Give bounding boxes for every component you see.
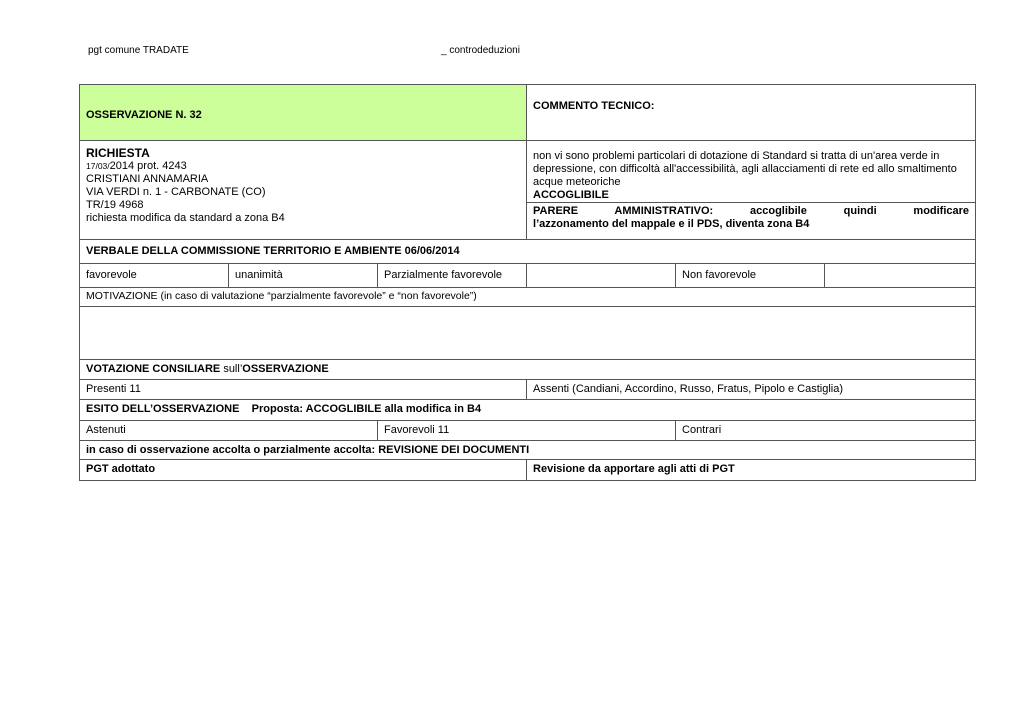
- commission-unanimita: unanimità: [229, 264, 378, 288]
- request-name: CRISTIANI ANNAMARIA: [86, 173, 209, 185]
- commission-favorevole: favorevole: [80, 264, 229, 288]
- comment-cell: [527, 141, 976, 203]
- comment-outcome: ACCOGLIBILE: [533, 189, 609, 201]
- parere-line2: l’azzonamento del mappale e il PDS, diventa zona B4: [533, 218, 810, 230]
- request-cell: [80, 141, 527, 240]
- request-code: TR/19 4968: [86, 199, 144, 211]
- request-prot: 2014 prot. 4243: [109, 160, 187, 172]
- outcome-revisione: in caso di osservazione accolta o parzialmente accolta: REVISIONE DEI DOCUMENTI: [80, 441, 976, 460]
- outcome-favorevoli: Favorevoli 11: [378, 421, 676, 441]
- council-assenti: Assenti (Candiani, Accordino, Russo, Fratus, Pipolo e Castiglia): [527, 380, 976, 400]
- request-address: VIA VERDI n. 1 - CARBONATE (CO): [86, 186, 266, 198]
- observation-form: [79, 84, 976, 481]
- parere-line1: PARERE AMMINISTRATIVO: accoglibile quindi modificare: [533, 205, 970, 217]
- council-title-part1: VOTAZIONE CONSILIARE: [86, 363, 224, 375]
- outcome-contrari: Contrari: [676, 421, 976, 441]
- outcome-revisione-atti: Revisione da apportare agli atti di PGT: [527, 460, 976, 481]
- observation-title: OSSERVAZIONE N. 32: [80, 85, 527, 141]
- commission-parzialmente-value: [527, 264, 676, 288]
- commission-parzialmente: Parzialmente favorevole: [378, 264, 527, 288]
- outcome-title: ESITO DELL’OSSERVAZIONE: [86, 403, 240, 415]
- outcome-title-row: [80, 400, 976, 421]
- outcome-astenuti: Astenuti: [80, 421, 378, 441]
- header-left: pgt comune TRADATE: [88, 45, 189, 56]
- commission-non-favorevole: Non favorevole: [676, 264, 825, 288]
- outcome-proposta-value: ACCOGLIBILE alla modifica in B4: [305, 403, 482, 415]
- comment-text: non vi sono problemi particolari di dotazione di Standard si tratta di un'area verde in depressione, con difficoltà all'accessibilità, agli allacciamenti di rete ed allo smaltimento acque meteoriche: [533, 150, 957, 188]
- motivazione-label: MOTIVAZIONE (in caso di valutazione “parzialmente favorevole” e “non favorevole”): [80, 288, 976, 307]
- request-title: RICHIESTA: [86, 146, 150, 160]
- request-description: richiesta modifica da standard a zona B4: [86, 212, 285, 224]
- header-right: _ controdeduzioni: [441, 45, 520, 56]
- commission-title: VERBALE DELLA COMMISSIONE TERRITORIO E AMBIENTE 06/06/2014: [80, 240, 976, 264]
- comment-title: COMMENTO TECNICO:: [527, 85, 976, 141]
- outcome-proposta-label: Proposta:: [251, 403, 303, 415]
- council-title-part3: OSSERVAZIONE: [242, 363, 329, 375]
- motivazione-content: [80, 307, 976, 360]
- council-title-part2: sull’: [223, 363, 243, 375]
- request-date: 17/03/: [86, 161, 110, 171]
- commission-non-favorevole-value: [825, 264, 976, 288]
- outcome-pgt-adottato: PGT adottato: [80, 460, 527, 481]
- council-title: [80, 360, 976, 380]
- council-presenti: Presenti 11: [80, 380, 527, 400]
- parere-cell: [527, 203, 976, 240]
